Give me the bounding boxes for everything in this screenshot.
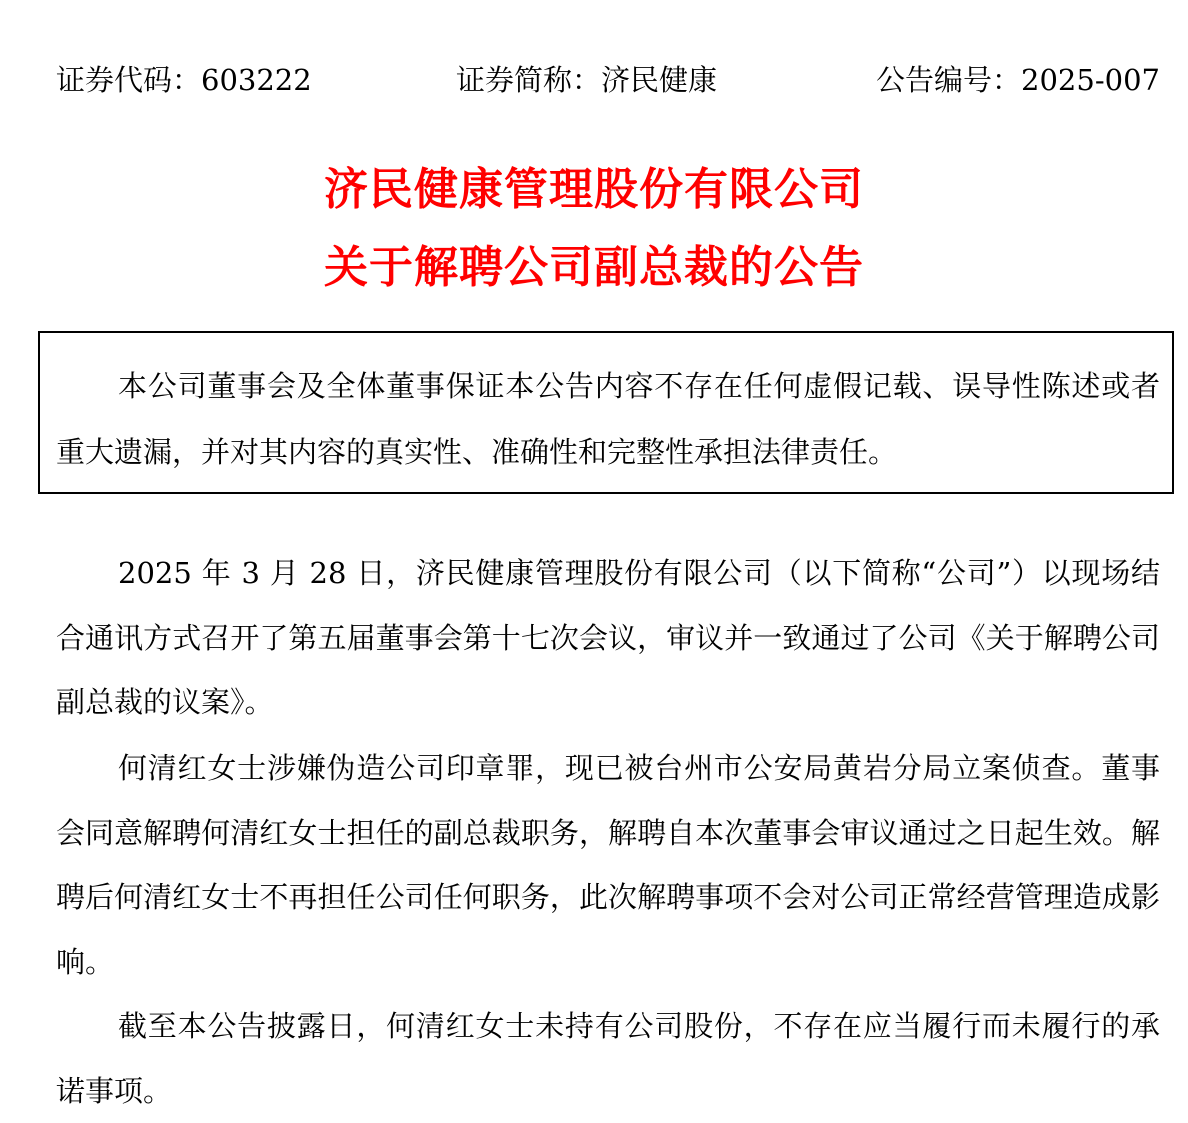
security-short-name: 证券简称：济民健康 <box>456 63 718 97</box>
body-paragraph-dismissal: 何清红女士涉嫌伪造公司印章罪，现已被台州市公安局黄岩分局立案侦查。董事会同意解聘何清红女士担任的副总裁职务，解聘自本次董事会审议通过之日起生效。解聘后何清红女士不再担任公司任何职务，此次解聘事项不会对公司正常经营管理造成影响。 <box>56 751 1160 979</box>
disclaimer-box <box>38 331 1174 494</box>
disclaimer-text: 本公司董事会及全体董事保证本公告内容不存在任何虚假记载、误导性陈述或者重大遗漏，并对其内容的真实性、准确性和完整性承担法律责任。 <box>56 369 1160 469</box>
document-header <box>56 58 1160 102</box>
body-paragraph-meeting: 2025 年 3 月 28 日，济民健康管理股份有限公司（以下简称“公司”）以现场结合通讯方式召开了第五届董事会第十七次会议，审议并一致通过了公司《关于解聘公司副总裁的议案》。 <box>56 556 1160 719</box>
company-title: 济民健康管理股份有限公司 <box>324 164 864 215</box>
announcement-title: 关于解聘公司副总裁的公告 <box>324 242 864 293</box>
security-code: 证券代码：603222 <box>56 63 312 97</box>
announcement-number: 公告编号：2025-007 <box>876 63 1160 97</box>
body-paragraph-shareholding: 截至本公告披露日，何清红女士未持有公司股份，不存在应当履行而未履行的承诺事项。 <box>56 1009 1160 1108</box>
